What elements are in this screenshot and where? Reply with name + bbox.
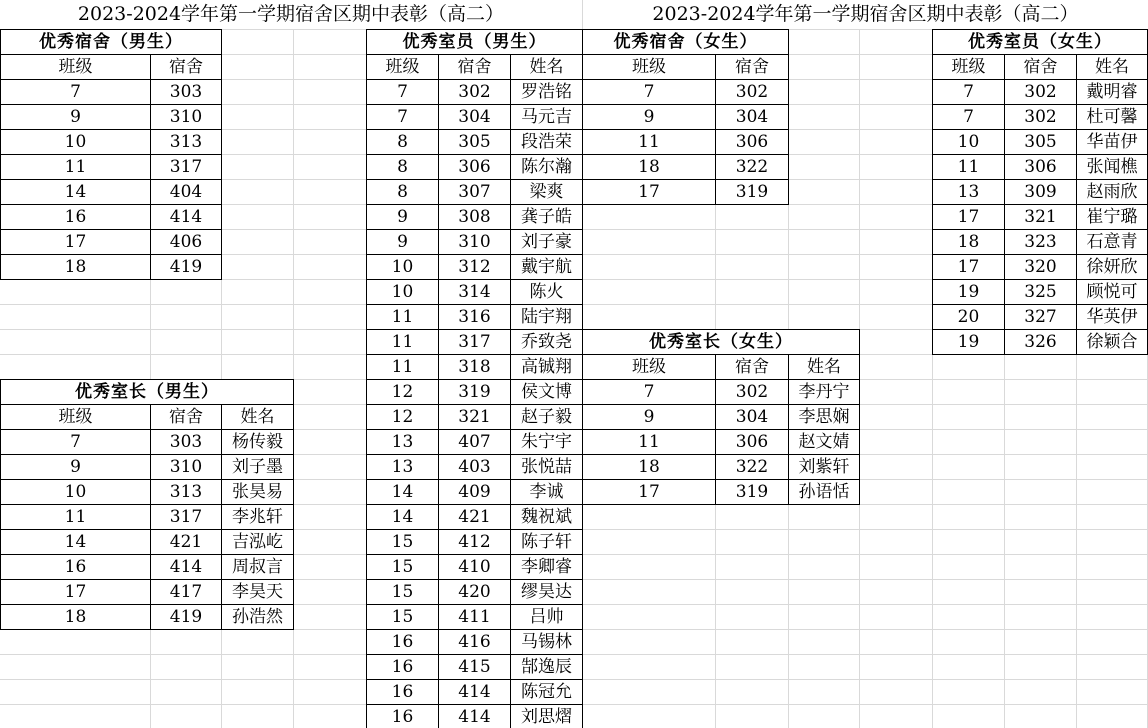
cell-name[interactable]: 赵文婧 xyxy=(789,430,860,455)
cell-dorm[interactable]: 403 xyxy=(439,455,511,480)
table-row xyxy=(367,405,583,430)
table-row xyxy=(367,130,583,155)
cell-dorm[interactable]: 414 xyxy=(439,680,511,705)
cell-name[interactable]: 李诚 xyxy=(511,480,583,505)
cell-name[interactable]: 魏祝斌 xyxy=(511,505,583,530)
cell-class[interactable]: 15 xyxy=(367,605,439,630)
cell-class[interactable]: 16 xyxy=(1,555,151,580)
cell-name[interactable]: 高铖翔 xyxy=(511,355,583,380)
cell-dorm[interactable]: 325 xyxy=(1005,280,1077,305)
cell-dorm[interactable]: 319 xyxy=(439,380,511,405)
excellent-dorm-girls-table xyxy=(582,29,789,205)
cell-dorm[interactable]: 309 xyxy=(1005,180,1077,205)
cell-name[interactable]: 罗浩铭 xyxy=(511,80,583,105)
table-row xyxy=(1,555,294,580)
cell-name[interactable]: 刘紫轩 xyxy=(789,455,860,480)
excellent-dorm-boys-table xyxy=(0,29,222,280)
table-row xyxy=(583,80,789,105)
cell-class[interactable]: 18 xyxy=(1,255,151,280)
cell-class[interactable]: 18 xyxy=(1,605,151,630)
cell-dorm[interactable]: 318 xyxy=(439,355,511,380)
cell-name[interactable]: 陈冠允 xyxy=(511,680,583,705)
cell-class[interactable]: 14 xyxy=(367,480,439,505)
cell-name[interactable]: 李卿睿 xyxy=(511,555,583,580)
table-row xyxy=(933,180,1148,205)
cell-dorm[interactable]: 409 xyxy=(439,480,511,505)
cell-class[interactable]: 11 xyxy=(1,505,151,530)
cell-name[interactable]: 段浩荣 xyxy=(511,130,583,155)
excellent-leader-girls-table xyxy=(582,329,860,505)
cell-dorm[interactable]: 407 xyxy=(439,430,511,455)
table-row xyxy=(367,455,583,480)
cell-name[interactable]: 陈尔瀚 xyxy=(511,155,583,180)
cell-dorm[interactable]: 302 xyxy=(1005,80,1077,105)
cell-dorm[interactable]: 411 xyxy=(439,605,511,630)
cell-dorm[interactable]: 305 xyxy=(1005,130,1077,155)
cell-dorm[interactable]: 310 xyxy=(439,230,511,255)
cell-name[interactable]: 缪昊达 xyxy=(511,580,583,605)
table-title[interactable]: 优秀宿舍（女生） xyxy=(583,30,789,55)
cell-name[interactable]: 刘子豪 xyxy=(511,230,583,255)
cell-class[interactable]: 14 xyxy=(367,505,439,530)
cell-dorm[interactable]: 326 xyxy=(1005,330,1077,355)
table-title-row xyxy=(933,30,1148,55)
table-row xyxy=(933,230,1148,255)
cell-class[interactable]: 13 xyxy=(933,180,1005,205)
table-row xyxy=(367,705,583,728)
table-row xyxy=(1,605,294,630)
cell-dorm[interactable]: 321 xyxy=(439,405,511,430)
cell-class[interactable]: 14 xyxy=(1,530,151,555)
table-row xyxy=(367,230,583,255)
cell-name[interactable]: 马锡林 xyxy=(511,630,583,655)
cell-name[interactable]: 张昊易 xyxy=(222,480,294,505)
table-row xyxy=(367,555,583,580)
cell-name[interactable]: 孙语恬 xyxy=(789,480,860,505)
cell-dorm[interactable]: 317 xyxy=(151,155,222,180)
table-row xyxy=(933,155,1148,180)
cell-class[interactable]: 8 xyxy=(367,180,439,205)
column-header-dorm[interactable]: 宿舍 xyxy=(716,55,789,80)
cell-name[interactable]: 侯文博 xyxy=(511,380,583,405)
cell-dorm[interactable]: 310 xyxy=(151,455,222,480)
cell-dorm[interactable]: 308 xyxy=(439,205,511,230)
table-row xyxy=(1,505,294,530)
table-row xyxy=(367,80,583,105)
cell-dorm[interactable]: 415 xyxy=(439,655,511,680)
cell-class[interactable]: 16 xyxy=(367,705,439,728)
table-row xyxy=(1,230,222,255)
cell-class[interactable]: 16 xyxy=(367,655,439,680)
table-row xyxy=(583,180,789,205)
cell-dorm[interactable]: 414 xyxy=(151,205,222,230)
cell-class[interactable]: 9 xyxy=(367,205,439,230)
cell-name[interactable]: 李兆轩 xyxy=(222,505,294,530)
cell-dorm[interactable]: 412 xyxy=(439,530,511,555)
cell-name[interactable]: 顾悦可 xyxy=(1077,280,1148,305)
table-row xyxy=(1,530,294,555)
cell-dorm[interactable]: 317 xyxy=(151,505,222,530)
cell-name[interactable]: 赵雨欣 xyxy=(1077,180,1148,205)
cell-class[interactable]: 16 xyxy=(1,205,151,230)
column-header-dorm[interactable]: 宿舍 xyxy=(151,405,222,430)
table-row xyxy=(367,280,583,305)
cell-class[interactable]: 11 xyxy=(933,155,1005,180)
column-header-name[interactable]: 姓名 xyxy=(222,405,294,430)
cell-dorm[interactable]: 306 xyxy=(716,130,789,155)
table-row xyxy=(933,80,1148,105)
column-header-dorm[interactable]: 宿舍 xyxy=(151,55,222,80)
table-row xyxy=(933,330,1148,355)
cell-class[interactable]: 19 xyxy=(933,330,1005,355)
cell-dorm[interactable]: 310 xyxy=(151,105,222,130)
cell-class[interactable]: 19 xyxy=(933,280,1005,305)
cell-name[interactable]: 郜逸辰 xyxy=(511,655,583,680)
table-row xyxy=(1,580,294,605)
table-title-row xyxy=(1,30,222,55)
cell-dorm[interactable]: 322 xyxy=(716,155,789,180)
cell-name[interactable]: 陈火 xyxy=(511,280,583,305)
cell-dorm[interactable]: 304 xyxy=(716,405,789,430)
cell-class[interactable]: 9 xyxy=(583,405,716,430)
cell-class[interactable]: 10 xyxy=(1,480,151,505)
column-header-class[interactable]: 班级 xyxy=(1,405,151,430)
cell-class[interactable]: 7 xyxy=(933,80,1005,105)
table-row xyxy=(583,155,789,180)
column-header-dorm[interactable]: 宿舍 xyxy=(1005,55,1077,80)
cell-name[interactable]: 徐妍欣 xyxy=(1077,255,1148,280)
cell-name[interactable]: 马元吉 xyxy=(511,105,583,130)
cell-name[interactable]: 杜可馨 xyxy=(1077,105,1148,130)
cell-dorm[interactable]: 314 xyxy=(439,280,511,305)
table-title-row xyxy=(583,30,789,55)
cell-class[interactable]: 17 xyxy=(583,480,716,505)
table-row xyxy=(367,380,583,405)
table-row xyxy=(367,155,583,180)
table-row xyxy=(1,480,294,505)
cell-class[interactable]: 10 xyxy=(933,130,1005,155)
sheet-title-left[interactable]: 2023-2024学年第一学期宿舍区期中表彰（高二） xyxy=(0,0,582,29)
cell-name[interactable]: 崔宁璐 xyxy=(1077,205,1148,230)
cell-name[interactable]: 李丹宁 xyxy=(789,380,860,405)
table-row xyxy=(583,455,860,480)
cell-class[interactable]: 8 xyxy=(367,130,439,155)
cell-dorm[interactable]: 304 xyxy=(439,105,511,130)
column-header-dorm[interactable]: 宿舍 xyxy=(716,355,789,380)
table-header-row xyxy=(1,55,222,80)
column-header-class[interactable]: 班级 xyxy=(933,55,1005,80)
cell-name[interactable]: 李思娴 xyxy=(789,405,860,430)
table-row xyxy=(583,105,789,130)
table-row xyxy=(367,305,583,330)
cell-dorm[interactable]: 303 xyxy=(151,430,222,455)
cell-name[interactable]: 吉泓屹 xyxy=(222,530,294,555)
column-header-class[interactable]: 班级 xyxy=(583,355,716,380)
cell-class[interactable]: 15 xyxy=(367,530,439,555)
sheet-title-right[interactable]: 2023-2024学年第一学期宿舍区期中表彰（高二） xyxy=(583,0,1148,29)
cell-name[interactable]: 徐颖合 xyxy=(1077,330,1148,355)
cell-class[interactable]: 17 xyxy=(933,255,1005,280)
cell-class[interactable]: 11 xyxy=(583,430,716,455)
cell-class[interactable]: 12 xyxy=(367,405,439,430)
cell-class[interactable]: 7 xyxy=(933,105,1005,130)
cell-dorm[interactable]: 319 xyxy=(716,180,789,205)
table-row xyxy=(933,305,1148,330)
cell-class[interactable]: 7 xyxy=(583,380,716,405)
column-header-class[interactable]: 班级 xyxy=(1,55,151,80)
cell-dorm[interactable]: 406 xyxy=(151,230,222,255)
cell-dorm[interactable]: 306 xyxy=(439,155,511,180)
table-row xyxy=(367,180,583,205)
cell-class[interactable]: 9 xyxy=(367,230,439,255)
cell-name[interactable]: 龚子皓 xyxy=(511,205,583,230)
cell-dorm[interactable]: 404 xyxy=(151,180,222,205)
cell-class[interactable]: 18 xyxy=(933,230,1005,255)
table-row xyxy=(1,255,222,280)
cell-dorm[interactable]: 303 xyxy=(151,80,222,105)
cell-dorm[interactable]: 313 xyxy=(151,130,222,155)
table-title[interactable]: 优秀室长（男生） xyxy=(1,380,294,405)
cell-name[interactable]: 杨传毅 xyxy=(222,430,294,455)
table-row xyxy=(933,105,1148,130)
table-row xyxy=(367,630,583,655)
table-row xyxy=(583,405,860,430)
table-row xyxy=(367,330,583,355)
table-title-row xyxy=(367,30,583,55)
cell-class[interactable]: 7 xyxy=(367,80,439,105)
table-row xyxy=(1,105,222,130)
table-row xyxy=(1,80,222,105)
cell-class[interactable]: 9 xyxy=(1,455,151,480)
cell-class[interactable]: 13 xyxy=(367,430,439,455)
table-row xyxy=(583,130,789,155)
cell-dorm[interactable]: 414 xyxy=(151,555,222,580)
cell-name[interactable]: 华英伊 xyxy=(1077,305,1148,330)
cell-name[interactable]: 刘思熠 xyxy=(511,705,583,728)
cell-dorm[interactable]: 305 xyxy=(439,130,511,155)
cell-class[interactable]: 7 xyxy=(583,80,716,105)
column-header-name[interactable]: 姓名 xyxy=(1077,55,1148,80)
table-row xyxy=(367,255,583,280)
column-header-dorm[interactable]: 宿舍 xyxy=(439,55,511,80)
cell-class[interactable]: 16 xyxy=(367,680,439,705)
cell-class[interactable]: 11 xyxy=(583,130,716,155)
table-row xyxy=(367,605,583,630)
table-header-row xyxy=(1,405,294,430)
cell-name[interactable]: 梁爽 xyxy=(511,180,583,205)
cell-class[interactable]: 11 xyxy=(367,330,439,355)
cell-class[interactable]: 16 xyxy=(367,630,439,655)
table-title[interactable]: 优秀室员（男生） xyxy=(367,30,583,55)
cell-class[interactable]: 11 xyxy=(367,305,439,330)
cell-class[interactable]: 17 xyxy=(1,580,151,605)
cell-dorm[interactable]: 421 xyxy=(151,530,222,555)
table-row xyxy=(1,155,222,180)
table-row xyxy=(1,180,222,205)
cell-class[interactable]: 7 xyxy=(1,80,151,105)
table-title[interactable]: 优秀宿舍（男生） xyxy=(1,30,222,55)
table-row xyxy=(367,205,583,230)
table-header-row xyxy=(583,55,789,80)
table-row xyxy=(367,105,583,130)
cell-name[interactable]: 吕帅 xyxy=(511,605,583,630)
cell-dorm[interactable]: 312 xyxy=(439,255,511,280)
table-title[interactable]: 优秀室长（女生） xyxy=(583,330,860,355)
table-header-row xyxy=(933,55,1148,80)
cell-class[interactable]: 17 xyxy=(933,205,1005,230)
table-row xyxy=(367,505,583,530)
table-row xyxy=(583,480,860,505)
cell-dorm[interactable]: 302 xyxy=(439,80,511,105)
cell-class[interactable]: 15 xyxy=(367,580,439,605)
cell-dorm[interactable]: 320 xyxy=(1005,255,1077,280)
table-header-row xyxy=(367,55,583,80)
cell-dorm[interactable]: 306 xyxy=(716,430,789,455)
cell-name[interactable]: 刘子墨 xyxy=(222,455,294,480)
table-row xyxy=(367,680,583,705)
cell-dorm[interactable]: 327 xyxy=(1005,305,1077,330)
cell-class[interactable]: 18 xyxy=(583,455,716,480)
cell-name[interactable]: 张闻樵 xyxy=(1077,155,1148,180)
cell-dorm[interactable]: 420 xyxy=(439,580,511,605)
cell-dorm[interactable]: 414 xyxy=(439,705,511,728)
column-header-name[interactable]: 姓名 xyxy=(511,55,583,80)
table-row xyxy=(1,205,222,230)
cell-name[interactable]: 华苗伊 xyxy=(1077,130,1148,155)
cell-dorm[interactable]: 419 xyxy=(151,605,222,630)
cell-dorm[interactable]: 321 xyxy=(1005,205,1077,230)
cell-dorm[interactable]: 306 xyxy=(1005,155,1077,180)
table-row xyxy=(367,530,583,555)
cell-class[interactable]: 20 xyxy=(933,305,1005,330)
excellent-member-boys-table xyxy=(366,29,583,728)
cell-dorm[interactable]: 410 xyxy=(439,555,511,580)
table-row xyxy=(1,455,294,480)
table-row xyxy=(367,480,583,505)
cell-class[interactable]: 11 xyxy=(1,155,151,180)
cell-dorm[interactable]: 317 xyxy=(439,330,511,355)
table-row xyxy=(367,655,583,680)
cell-class[interactable]: 11 xyxy=(367,355,439,380)
cell-name[interactable]: 乔致尧 xyxy=(511,330,583,355)
cell-name[interactable]: 周叔言 xyxy=(222,555,294,580)
cell-name[interactable]: 陈子轩 xyxy=(511,530,583,555)
cell-class[interactable]: 7 xyxy=(367,105,439,130)
cell-dorm[interactable]: 322 xyxy=(716,455,789,480)
table-row xyxy=(367,580,583,605)
table-row xyxy=(1,130,222,155)
cell-name[interactable]: 戴宇航 xyxy=(511,255,583,280)
cell-name[interactable]: 赵子毅 xyxy=(511,405,583,430)
cell-name[interactable]: 张悦喆 xyxy=(511,455,583,480)
cell-dorm[interactable]: 302 xyxy=(716,380,789,405)
table-row xyxy=(583,430,860,455)
cell-dorm[interactable]: 302 xyxy=(716,80,789,105)
cell-name[interactable]: 李昊天 xyxy=(222,580,294,605)
table-title-row xyxy=(583,330,860,355)
cell-name[interactable]: 孙浩然 xyxy=(222,605,294,630)
table-title-row xyxy=(1,380,294,405)
excellent-member-girls-table xyxy=(932,29,1148,355)
cell-dorm[interactable]: 302 xyxy=(1005,105,1077,130)
cell-dorm[interactable]: 417 xyxy=(151,580,222,605)
cell-name[interactable]: 朱宁宇 xyxy=(511,430,583,455)
excellent-leader-boys-table xyxy=(0,379,294,630)
table-row xyxy=(933,130,1148,155)
cell-class[interactable]: 10 xyxy=(367,280,439,305)
cell-dorm[interactable]: 316 xyxy=(439,305,511,330)
cell-class[interactable]: 9 xyxy=(1,105,151,130)
cell-class[interactable]: 10 xyxy=(1,130,151,155)
cell-class[interactable]: 17 xyxy=(583,180,716,205)
cell-class[interactable]: 12 xyxy=(367,380,439,405)
cell-name[interactable]: 陆宇翔 xyxy=(511,305,583,330)
cell-dorm[interactable]: 304 xyxy=(716,105,789,130)
cell-dorm[interactable]: 307 xyxy=(439,180,511,205)
cell-dorm[interactable]: 319 xyxy=(716,480,789,505)
cell-class[interactable]: 7 xyxy=(1,430,151,455)
cell-class[interactable]: 15 xyxy=(367,555,439,580)
cell-dorm[interactable]: 421 xyxy=(439,505,511,530)
table-row xyxy=(933,255,1148,280)
cell-name[interactable]: 戴明睿 xyxy=(1077,80,1148,105)
cell-class[interactable]: 18 xyxy=(583,155,716,180)
cell-dorm[interactable]: 416 xyxy=(439,630,511,655)
table-row xyxy=(933,280,1148,305)
cell-class[interactable]: 10 xyxy=(367,255,439,280)
column-header-class[interactable]: 班级 xyxy=(367,55,439,80)
cell-class[interactable]: 8 xyxy=(367,155,439,180)
cell-class[interactable]: 9 xyxy=(583,105,716,130)
cell-dorm[interactable]: 323 xyxy=(1005,230,1077,255)
cell-dorm[interactable]: 419 xyxy=(151,255,222,280)
table-row xyxy=(1,430,294,455)
table-row xyxy=(933,205,1148,230)
column-header-name[interactable]: 姓名 xyxy=(789,355,860,380)
cell-class[interactable]: 17 xyxy=(1,230,151,255)
cell-name[interactable]: 石意青 xyxy=(1077,230,1148,255)
table-header-row xyxy=(583,355,860,380)
table-row xyxy=(367,355,583,380)
table-row xyxy=(367,430,583,455)
table-title[interactable]: 优秀室员（女生） xyxy=(933,30,1148,55)
column-header-class[interactable]: 班级 xyxy=(583,55,716,80)
cell-class[interactable]: 14 xyxy=(1,180,151,205)
cell-class[interactable]: 13 xyxy=(367,455,439,480)
table-row xyxy=(583,380,860,405)
cell-dorm[interactable]: 313 xyxy=(151,480,222,505)
